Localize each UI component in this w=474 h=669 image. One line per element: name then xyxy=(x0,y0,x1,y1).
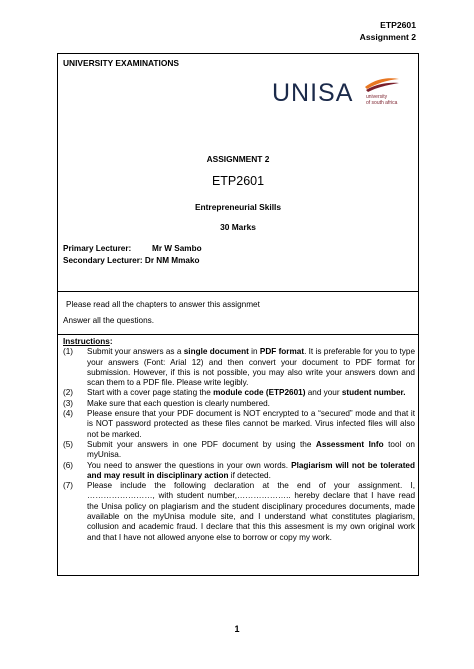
instruction-fragment: in xyxy=(248,347,260,357)
logo-wordmark: UNISA xyxy=(272,79,354,107)
instruction-text xyxy=(87,481,415,543)
instruction-fragment: tool on myUnisa. xyxy=(87,439,415,460)
instructions-section xyxy=(58,316,418,575)
instruction-fragment: Submit your answers in one PDF document by using the xyxy=(87,439,316,449)
instructions-heading: Instructions: xyxy=(63,337,113,346)
instructions-title: Instructions xyxy=(63,337,110,346)
exam-title: UNIVERSITY EXAMINATIONS xyxy=(63,58,180,68)
instruction-emphasis: Plagiarism will not be tolerated and may result in disciplinary action xyxy=(87,460,415,480)
instruction-fragment: Make sure that each question is clearly numbered. xyxy=(87,398,270,408)
instruction-number: (5) xyxy=(63,439,74,449)
unisa-logo xyxy=(272,76,400,108)
instruction-item xyxy=(63,399,415,409)
secondary-lecturer-name: Dr NM Mmako xyxy=(144,256,200,265)
instruction-fragment: You need to answer the questions in your own words. xyxy=(87,460,292,470)
cover-box xyxy=(57,53,419,576)
instruction-item xyxy=(63,461,415,482)
module-code: ETP2601 xyxy=(211,174,265,188)
header-module-code: ETP2601 xyxy=(380,20,416,30)
instruction-text xyxy=(87,409,415,440)
instruction-fragment: Please include the following declaration at the end of your assignment. I, ……………………, with student number,……………….. hereby declare that I have read the Unisa policy on plagiarism and the student disciplinary procedures documents, made available on the myUnisa module site, and I understand what constitutes plagiarism, collusion and academic fraud. I declare that this this assesment is my own original work and that I have not allowed anyone else to borrow or copy my work. xyxy=(87,481,415,542)
instruction-number: (3) xyxy=(63,398,74,408)
instruction-text xyxy=(87,461,415,482)
page-number: 1 xyxy=(234,624,240,634)
answer-all-note: Answer all the questions. xyxy=(63,316,155,325)
instruction-fragment: Submit your answers as a xyxy=(87,347,184,357)
instruction-fragment: and your xyxy=(305,388,342,398)
primary-lecturer-name: Mr W Sambo xyxy=(152,244,202,253)
primary-lecturer xyxy=(63,244,202,253)
instruction-fragment: Please ensure that your PDF document is NOT encrypted to a “secured” mode and that it is NOT password protected as these files cannot be marked. Virus infected files will also not be marked. xyxy=(87,409,415,439)
instruction-item xyxy=(63,440,415,461)
instruction-text xyxy=(87,388,415,398)
instruction-fragment: if detected. xyxy=(228,470,271,480)
instruction-text xyxy=(87,347,415,388)
cover-section xyxy=(58,54,418,292)
instruction-emphasis: student number. xyxy=(341,388,406,398)
instruction-number: (4) xyxy=(63,409,74,419)
header-assignment-label: Assignment 2 xyxy=(359,32,416,42)
instructions-block xyxy=(63,337,415,543)
instruction-text xyxy=(87,399,415,409)
instruction-emphasis: PDF format xyxy=(259,347,305,357)
secondary-lecturer-label: Secondary Lecturer: xyxy=(63,256,143,265)
instruction-emphasis: Assessment Info xyxy=(315,439,384,449)
instruction-emphasis: module code (ETP2601) xyxy=(213,388,306,398)
instruction-item xyxy=(63,409,415,440)
primary-lecturer-label: Primary Lecturer: xyxy=(63,244,132,253)
page-header xyxy=(360,19,416,43)
instruction-number: (7) xyxy=(63,481,74,491)
secondary-lecturer xyxy=(63,256,200,265)
instruction-text xyxy=(87,440,415,461)
instruction-fragment: Start with a cover page stating the xyxy=(87,388,214,398)
marks: 30 Marks xyxy=(220,222,256,232)
logo-tagline-country: of south africa xyxy=(366,100,398,106)
subject-title: Entrepreneurial Skills xyxy=(194,202,282,212)
instruction-fragment: . It is preferable for you to type your answers (Font: Arial 12) and then convert your document to PDF format for submission. However, if this is not possible, you may also write your answers down and scan them to a PDF file. Please write legibly. xyxy=(87,347,415,388)
instruction-number: (1) xyxy=(63,347,74,357)
instruction-item xyxy=(63,481,415,543)
instruction-number: (2) xyxy=(63,388,74,398)
instruction-emphasis: single document xyxy=(183,347,249,357)
logo-tagline-university: university xyxy=(366,94,388,100)
instruction-item xyxy=(63,347,415,388)
notice-section xyxy=(58,292,418,335)
instruction-item xyxy=(63,388,415,398)
instruction-number: (6) xyxy=(63,460,74,470)
instructions-list xyxy=(63,347,415,543)
read-chapters-notice: Please read all the chapters to answer this assignmet xyxy=(66,300,260,309)
assignment-heading: ASSIGNMENT 2 xyxy=(206,154,270,164)
